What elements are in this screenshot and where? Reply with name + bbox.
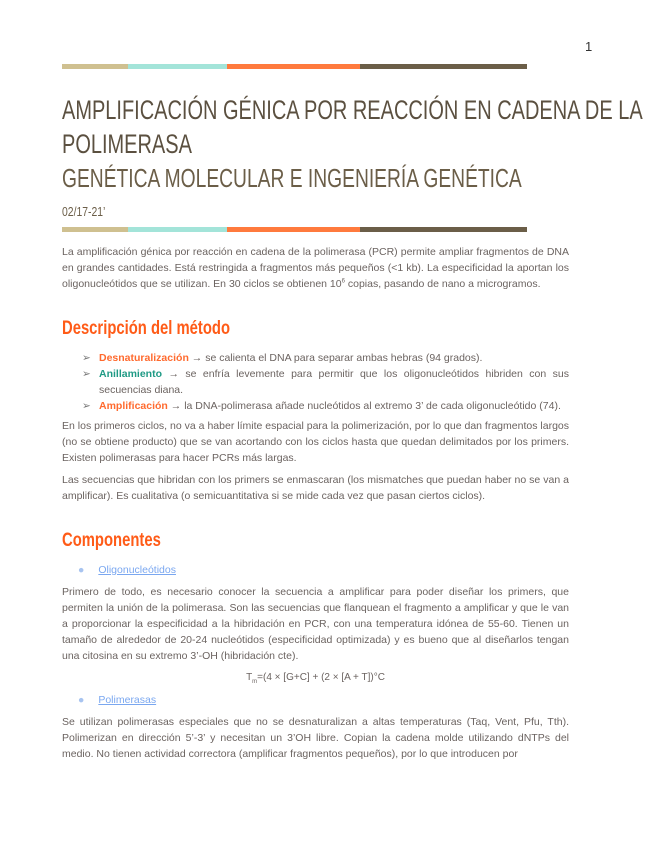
list-item — [78, 692, 569, 708]
list-item — [82, 350, 569, 366]
term: Anillamiento — [99, 368, 163, 380]
subtitle-row — [62, 161, 569, 195]
arrow-bullet-icon: ➢ — [82, 400, 91, 412]
title-row — [62, 93, 643, 127]
arrow-bullet-icon: ➢ — [82, 368, 91, 380]
section-heading-row — [62, 316, 569, 342]
top-color-bar — [62, 64, 527, 69]
arrow-bullet-icon: ➢ — [82, 352, 91, 364]
intro-text: La amplificación génica por reacción en cadena de la polimerasa (PCR) permite ampliar fragmentos de DNA en grandes cantidades. Está restringida a fragmentos más pequeños (<1 kb). La especificidad la aportan los oligonucleótidos que se utilizan. En 30 ciclos se obtienen 10 — [62, 246, 569, 290]
bullet-icon: ● — [78, 564, 85, 576]
tm-formula — [62, 670, 569, 686]
list-item — [82, 398, 569, 414]
item-text: → la DNA-polimerasa añade nucleótidos al extremo 3’ de cada oligonucleótido (74). — [167, 400, 561, 412]
paragraph: Se utilizan polimerasas especiales que no se desnaturalizan a altas temperaturas (Taq, Vent, Pfu, Tth). Polimerizan en dirección 5’-3’ y necesitan un 3’OH libre. Copian la cadena molde utilizando dNTPs del medio. No tienen actividad correctora (amplificar fragmentos pequeños), por lo que introducen por — [62, 716, 569, 760]
item-text: → se calienta el DNA para separar ambas hebras (94 grados). — [188, 352, 483, 364]
bar-segment-tan — [62, 64, 128, 69]
superscript: 6 — [341, 278, 345, 285]
bullet-icon: ● — [78, 694, 85, 706]
bottom-color-bar — [62, 227, 527, 232]
paragraph: Las secuencias que hibridan con los primers se enmascaran (los mismatches que puedan haber no se van a amplificar). Es cualitativa (o semicuantitativa si se mide cada vez que pasan ciertos ciclos). — [62, 474, 569, 502]
oligonucleotidos-link[interactable]: Oligonucleótidos — [98, 564, 176, 576]
document-title-line2: POLIMERASA — [62, 129, 192, 159]
bar-segment-brown — [360, 64, 527, 69]
bar-segment-orange — [227, 64, 360, 69]
page-content — [62, 64, 643, 768]
formula-subscript: m — [252, 679, 258, 685]
item-text: → se enfría levemente para permitir que los oligonucleótidos hibriden con sus secuencias diana. — [99, 368, 569, 396]
intro-paragraph — [62, 244, 569, 292]
section-heading-method: Descripción del método — [62, 318, 230, 339]
document-subtitle: GENÉTICA MOLECULAR E INGENIERÍA GENÉTICA — [62, 163, 522, 193]
title-row — [62, 127, 569, 161]
document-date: 02/17-21’ — [62, 204, 106, 219]
document-title-line1: AMPLIFICACIÓN GÉNICA POR REACCIÓN EN CADENA DE LA — [62, 95, 643, 125]
list-item — [82, 366, 569, 398]
bar-segment-tan — [62, 227, 128, 232]
formula-text: =(4 × [G+C] + (2 × [A + T])°C — [257, 672, 385, 683]
bar-segment-teal — [128, 64, 227, 69]
section-heading-row — [62, 528, 569, 554]
paragraph: Primero de todo, es necesario conocer la secuencia a amplificar para poder diseñar los primers, que permiten la unión de la polimerasa. Son las secuencias que flanquean el fragmento a amplificar y que le van a proporcionar la especificidad a la hibridación en PCR, con una temperatura idónea de 55-60. Tienen un tamaño de alrededor de 20-24 nucleótidos (especificidad optimizada) y es bueno que al diseñarlos tengan una citosina en su extremo 3’-OH (hibridación cte). — [62, 586, 569, 662]
polimerasas-link[interactable]: Polimerasas — [98, 694, 157, 706]
formula-text: T — [246, 672, 253, 683]
page-number: 1 — [585, 39, 593, 54]
section-heading-components: Componentes — [62, 530, 161, 551]
bar-segment-brown — [360, 227, 527, 232]
date-row — [62, 203, 569, 223]
bar-segment-orange — [227, 227, 360, 232]
bar-segment-teal — [128, 227, 227, 232]
term: Amplificación — [99, 400, 168, 412]
list-item — [78, 562, 569, 578]
intro-text-end: copias, pasando de nano a microgramos. — [344, 278, 541, 290]
term: Desnaturalización — [99, 352, 189, 364]
paragraph: En los primeros ciclos, no va a haber límite espacial para la polimerización, por lo que dan fragmentos largos (no se obtiene producto) que se van acortando con los ciclos hasta que quedan delimitados por los primers. Existen polimerasas para hacer PCRs más largas. — [62, 420, 569, 464]
